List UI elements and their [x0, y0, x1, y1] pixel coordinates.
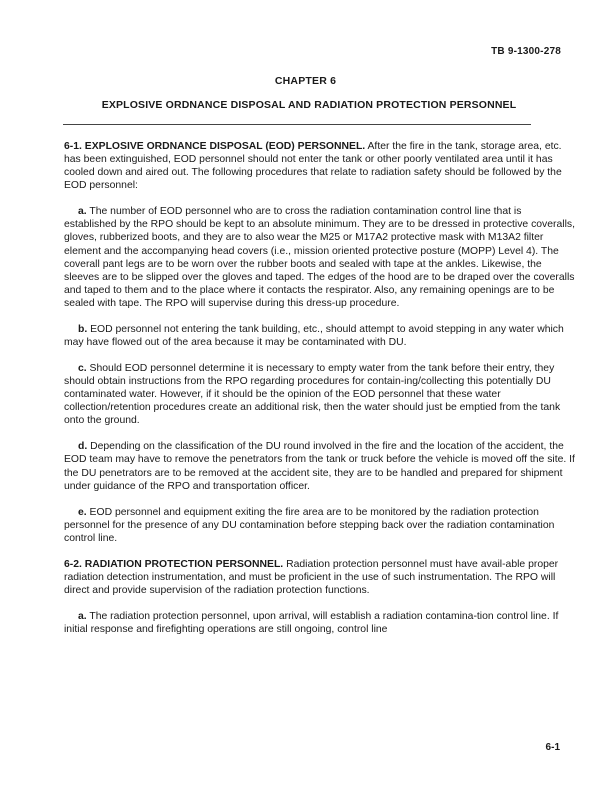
item-text: Depending on the classification of the DU round involved in the fire and the location of the accident, the EOD team may have to remove the penetrators from the tank or truck before the vehicle is moved off the site. If the DU penetrators are to be removed at the accident site, they are to be handled and prepared for shipment under guidance of the RPO and transportation officer. [64, 441, 575, 492]
section-text: After the fire in the tank, storage area, etc. has been extinguished, EOD personnel should not enter the tank or other poorly ventilated area until it has cooled down and aired out. The following procedures that relate to radiation safety should be followed by the EOD personnel: [64, 141, 562, 192]
item-label: a. [78, 206, 87, 218]
chapter-number: CHAPTER 6 [274, 75, 337, 87]
item-label: b. [78, 323, 88, 335]
item-label: c. [78, 362, 87, 374]
item-text: Should EOD personnel determine it is necessary to empty water from the tank before their entry, they should obtain instructions from the RPO regarding procedures for contain-ing/collecting this potentially DU contaminated water. However, if it should be the opinion of the EOD personnel that these water collection/retention procedures create an additional risk, then the water should just be emptied from the tank onto the ground. [64, 362, 561, 427]
section-text: Radiation protection personnel must have avail-able proper radiation detection instrumentation, and must be proficient in the use of such instrumentation. The RPO will direct and provide supervision of the radiation protection functions. [64, 558, 559, 596]
section-6-1-item-a [64, 205, 575, 310]
item-text: EOD personnel not entering the tank building, etc., should attempt to avoid stepping in any water which may have flowed out of the area because it may be contaminated with DU. [64, 323, 564, 348]
item-text: The number of EOD personnel who are to cross the radiation contamination control line that is established by the RPO should be kept to an absolute minimum. They are to be dressed in protective coveralls, gloves, rubberized boots, and they are to also wear the M25 or M17A2 protective mask with M13A2 filter element and the accompanying head covers (i.e., mission oriented protective posture (MOPP) Level 4). The coverall pant legs are to be worn over the rubber boots and sealed with tape at the ankles. Likewise, the sleeves are to be slipped over the gloves and taped. The edges of the hood are to be draped over the coveralls and taped to them and to the place where it contacts the respirator. Also, any remaining openings are to be sealed with tape. The RPO will supervise during this dress-up procedure. [64, 206, 575, 309]
section-6-1-item-c [64, 362, 575, 427]
page-number: 6-1 [545, 742, 560, 753]
document-body [64, 140, 575, 649]
item-label: a. [78, 610, 87, 622]
section-6-1-item-d [64, 440, 575, 492]
section-heading: 6-2. RADIATION PROTECTION PERSONNEL. [64, 558, 284, 570]
section-6-2-item-a [64, 610, 575, 636]
item-label: e. [78, 506, 87, 518]
item-text: EOD personnel and equipment exiting the fire area are to be monitored by the radiation protection personnel for the presence of any DU contamination before stepping back over the radiation contamination control line. [64, 506, 555, 544]
item-text: The radiation protection personnel, upon arrival, will establish a radiation contamina-tion control line. If initial response and firefighting operations are still ongoing, control line [64, 610, 559, 636]
section-6-1-intro [64, 140, 575, 192]
section-heading: 6-1. EXPLOSIVE ORDNANCE DISPOSAL (EOD) PERSONNEL. [64, 141, 366, 152]
item-label: d. [78, 441, 88, 453]
header-rule [63, 124, 531, 125]
section-6-2-intro [64, 558, 575, 597]
document-id: TB 9-1300-278 [491, 46, 561, 57]
chapter-title: EXPLOSIVE ORDNANCE DISPOSAL AND RADIATION PROTECTION PERSONNEL [101, 99, 517, 111]
section-6-1-item-e [64, 506, 575, 545]
section-6-1-item-b [64, 323, 575, 349]
